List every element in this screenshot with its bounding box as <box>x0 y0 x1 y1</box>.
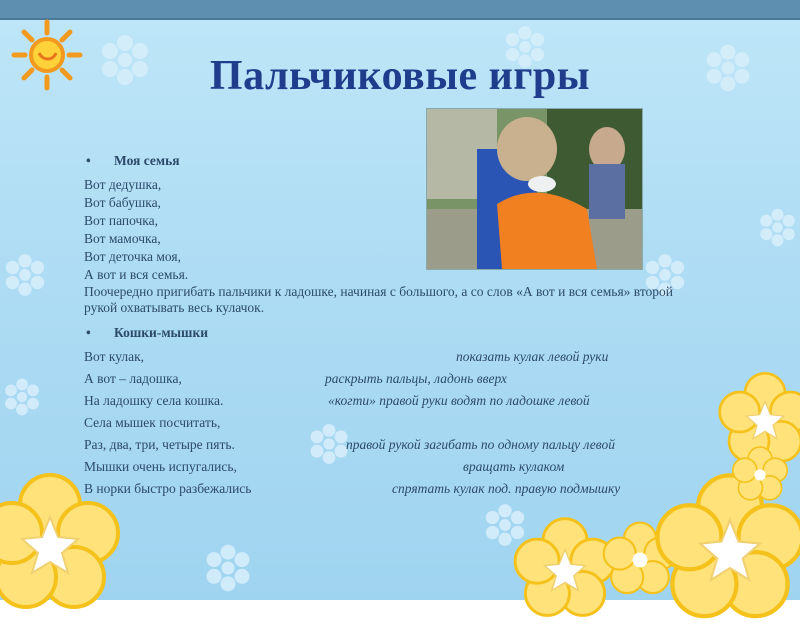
poem-line: Вот бабушка, <box>84 195 161 210</box>
game-row <box>84 414 724 436</box>
action-note: правой рукой загибать по одному пальцу левой <box>346 437 615 452</box>
game-row <box>84 480 724 502</box>
top-bar <box>0 0 800 20</box>
action-note: спрятать кулак под. правую подмышку <box>392 481 621 496</box>
game-row <box>84 370 724 392</box>
slide-content <box>84 152 724 502</box>
poem-line: На ладошку села кошка. <box>84 393 224 408</box>
flower-icon <box>730 445 790 505</box>
poem-line: Вот папочка, <box>84 213 159 228</box>
game-row <box>84 348 724 370</box>
snowflake-icon <box>0 250 50 300</box>
action-note: вращать кулаком <box>463 459 565 474</box>
game-row <box>84 436 724 458</box>
section-heading: • Моя семья <box>84 152 724 170</box>
poem-line: А вот и вся семья. <box>84 267 189 282</box>
snowflake-icon <box>200 540 256 596</box>
poem-line: Вот деточка моя, <box>84 249 181 264</box>
game-row <box>84 458 724 480</box>
poem-line: Вот мамочка, <box>84 231 161 246</box>
snowflake-icon <box>755 205 800 250</box>
poem-line: Села мышек посчитать, <box>84 415 221 430</box>
action-note: раскрыть пальцы, ладонь вверх <box>325 371 507 386</box>
poem-line: В норки быстро разбежались <box>84 481 252 496</box>
poem-line: А вот – ладошка, <box>84 371 182 386</box>
game-row <box>84 392 724 414</box>
snowflake-icon <box>0 375 44 419</box>
action-note: «когти» правой руки водят по ладошке левой <box>328 393 590 408</box>
poem-line: Вот кулак, <box>84 349 145 364</box>
poem-line: Вот дедушка, <box>84 177 162 192</box>
poem-line: Мышки очень испугались, <box>84 459 237 474</box>
action-note: показать кулак левой руки <box>456 349 609 364</box>
game-instruction: Поочередно пригибать пальчики к ладошке, начиная с большого, а со слов «А вот и вся семья» второй рукой охватывать весь кулачок. <box>84 284 674 315</box>
section-heading: • Кошки-мышки <box>84 324 724 342</box>
poem-line: Раз, два, три, четыре пять. <box>84 437 235 452</box>
page-title: Пальчиковые игры <box>209 53 591 99</box>
